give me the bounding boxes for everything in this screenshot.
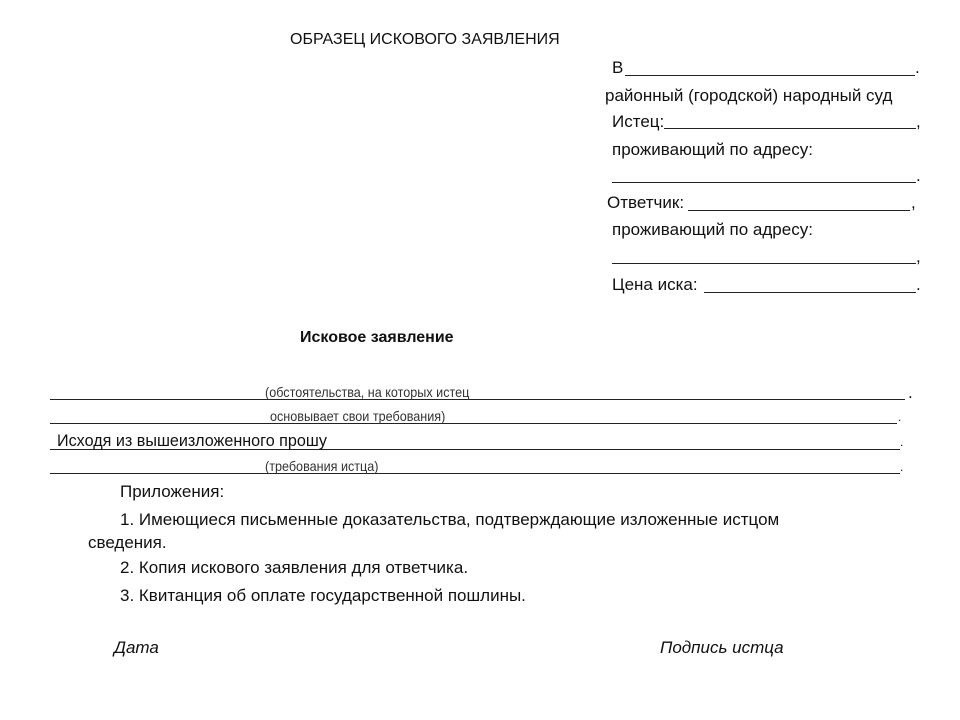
appendix-item-cont: сведения.	[88, 533, 167, 552]
punct: .	[915, 58, 920, 77]
punct: ,	[916, 247, 921, 266]
appendix-item: 2. Копия искового заявления для ответчика.	[120, 558, 469, 577]
court-prefix: В	[612, 58, 624, 77]
request-text: Исходя из вышеизложенного прошу	[57, 431, 327, 450]
hint-requirements: (требования истца)	[265, 458, 379, 474]
punct: .	[900, 435, 904, 449]
punct: .	[900, 460, 904, 474]
plaintiff-requirements-field[interactable]	[50, 473, 900, 474]
defendant-address-label: проживающий по адресу:	[612, 220, 813, 239]
plaintiff-address-field[interactable]	[612, 182, 916, 183]
document-title: ОБРАЗЕЦ ИСКОВОГО ЗАЯВЛЕНИЯ	[290, 31, 560, 48]
claim-price-field[interactable]	[704, 292, 916, 293]
defendant-address-field[interactable]	[612, 263, 916, 264]
appendix-label: Приложения:	[120, 482, 225, 501]
appendix-item: 3. Квитанция об оплате государственной пошлины.	[120, 586, 526, 605]
punct: .	[908, 383, 913, 402]
punct: ,	[916, 112, 921, 131]
court-type: районный (городской) народный суд	[605, 86, 893, 105]
doc-heading: Исковое заявление	[300, 329, 454, 346]
hint-basis: основывает свои требования)	[270, 408, 446, 424]
claim-price-label: Цена иска:	[612, 275, 698, 294]
plaintiff-address-label: проживающий по адресу:	[612, 140, 813, 159]
plaintiff-field[interactable]	[664, 128, 916, 129]
plaintiff-label: Истец:	[612, 112, 665, 131]
defendant-field[interactable]	[688, 210, 910, 211]
appendix-item: 1. Имеющиеся письменные доказательства, подтверждающие изложенные истцом	[120, 510, 780, 529]
defendant-label: Ответчик:	[607, 193, 685, 212]
punct: .	[916, 275, 921, 294]
signature-label: Подпись истца	[660, 638, 784, 657]
punct: ,	[911, 193, 916, 212]
hint-circumstances: (обстоятельства, на которых истец	[265, 384, 470, 400]
date-label: Дата	[114, 638, 159, 657]
circumstances-field[interactable]	[50, 399, 905, 400]
punct: .	[898, 410, 902, 424]
punct: .	[916, 166, 921, 185]
requirements-basis-field[interactable]	[50, 423, 897, 424]
court-field[interactable]	[625, 75, 915, 76]
